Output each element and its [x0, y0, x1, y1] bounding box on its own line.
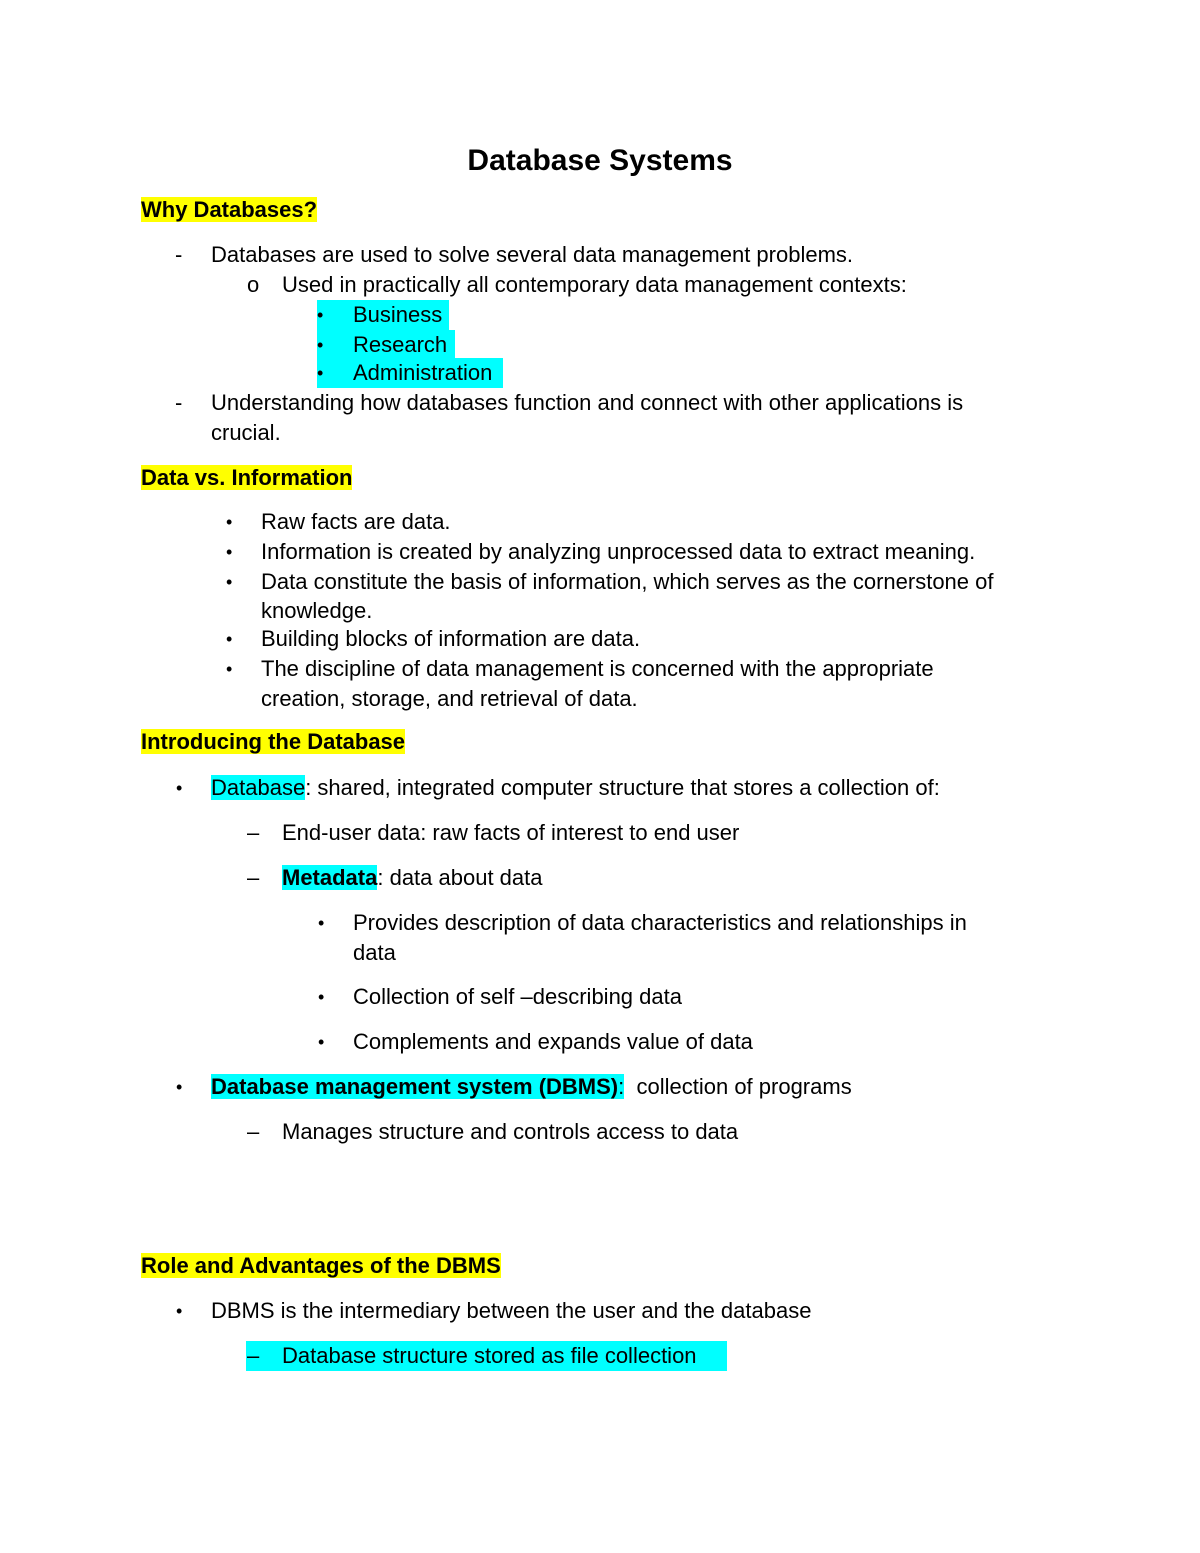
- dvi-bullet-4: Building blocks of information are data.: [261, 626, 641, 651]
- context-item-research: • Research: [317, 330, 455, 360]
- circle-marker: o: [247, 272, 260, 297]
- context-item-administration: • Administration: [317, 358, 503, 388]
- bullet-marker: •: [176, 1077, 183, 1097]
- bullet-marker: •: [226, 629, 233, 649]
- heading-why-databases: Why Databases?: [141, 197, 318, 222]
- endash-marker: –: [247, 865, 260, 890]
- bullet-marker: •: [318, 987, 325, 1007]
- role-sub-point-1: – Database structure stored as file collection: [246, 1341, 727, 1371]
- bullet-marker: •: [317, 305, 324, 325]
- context-item-business: • Business: [317, 300, 449, 330]
- dvi-bullet-3-line1: Data constitute the basis of information, which serves as the cornerstone of: [261, 569, 994, 594]
- dvi-bullet-5-line1: The discipline of data management is concerned with the appropriate: [261, 656, 934, 681]
- dvi-bullet-1: Raw facts are data.: [261, 509, 451, 534]
- bullet-marker: •: [226, 572, 233, 592]
- why-dash-1: Databases are used to solve several data management problems.: [211, 242, 854, 267]
- role-bullet-1: DBMS is the intermediary between the user and the database: [211, 1298, 812, 1323]
- metadata-point-3: Complements and expands value of data: [353, 1029, 753, 1054]
- dbms-term: Database management system (DBMS): [211, 1074, 619, 1099]
- metadata-term: Metadata: [282, 865, 378, 890]
- endash-marker: –: [247, 1119, 260, 1144]
- dbms-definition: Database management system (DBMS): collection of programs: [211, 1074, 852, 1099]
- bullet-marker: •: [317, 335, 324, 355]
- bullet-marker: •: [226, 659, 233, 679]
- why-sub-contexts: Used in practically all contemporary data management contexts:: [282, 272, 907, 297]
- bullet-marker: •: [317, 363, 324, 383]
- metadata-point-1-line1: Provides description of data characteristics and relationships in: [353, 910, 967, 935]
- bullet-marker: •: [176, 1301, 183, 1321]
- heading-introducing-database: Introducing the Database: [141, 729, 406, 754]
- page-title: Database Systems: [467, 144, 733, 177]
- end-user-data: End-user data: raw facts of interest to end user: [282, 820, 740, 845]
- dvi-bullet-3-line2: knowledge.: [261, 598, 373, 623]
- database-term: Database: [211, 775, 306, 800]
- bullet-marker: •: [318, 913, 325, 933]
- why-dash-2-line2: crucial.: [211, 420, 281, 445]
- bullet-marker: •: [318, 1032, 325, 1052]
- metadata-definition: Metadata: data about data: [282, 865, 543, 890]
- dvi-bullet-2: Information is created by analyzing unprocessed data to extract meaning.: [261, 539, 976, 564]
- database-definition: Database: shared, integrated computer structure that stores a collection of:: [211, 775, 940, 800]
- metadata-point-1-line2: data: [353, 940, 396, 965]
- endash-marker: –: [247, 820, 260, 845]
- dvi-bullet-5-line2: creation, storage, and retrieval of data.: [261, 686, 638, 711]
- why-dash-2-line1: Understanding how databases function and connect with other applications is: [211, 390, 964, 415]
- dash-marker: -: [175, 390, 183, 415]
- bullet-marker: •: [226, 512, 233, 532]
- bullet-marker: •: [226, 542, 233, 562]
- endash-marker: –: [247, 1343, 260, 1368]
- heading-data-vs-information: Data vs. Information: [141, 465, 353, 490]
- heading-role-advantages-dbms: Role and Advantages of the DBMS: [141, 1253, 501, 1278]
- metadata-point-2: Collection of self –describing data: [353, 984, 682, 1009]
- bullet-marker: •: [176, 778, 183, 798]
- dash-marker: -: [175, 242, 183, 267]
- dbms-sub-point: Manages structure and controls access to data: [282, 1119, 739, 1144]
